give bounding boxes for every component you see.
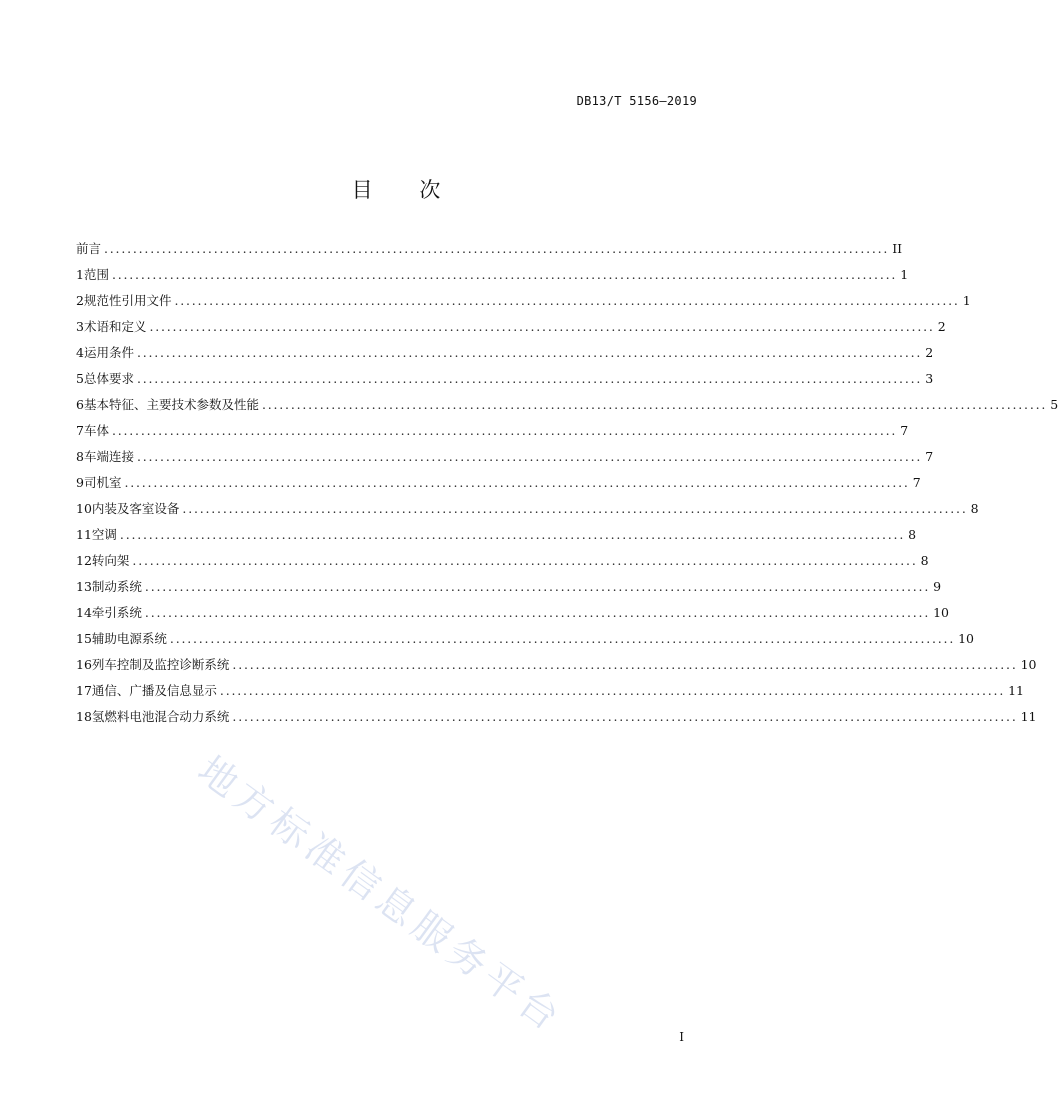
- toc-title: 目 次: [351, 178, 461, 202]
- toc-leader-dots: ........................................................................................................................................: [124, 475, 910, 490]
- toc-entry-label: 车体: [83, 423, 109, 438]
- toc-entry-number: 8: [76, 449, 84, 464]
- toc-entry-page: 5: [1050, 397, 1058, 412]
- toc-entry-16[interactable]: [76, 652, 1037, 678]
- toc-entry-page: 11: [1008, 683, 1025, 698]
- toc-entry-page: 8: [970, 501, 979, 516]
- toc-leader-dots: ........................................................................................................................................: [182, 501, 968, 516]
- toc-entry-label: 转向架: [91, 553, 130, 568]
- toc-entry-label: 基本特征、主要技术参数及性能: [83, 397, 259, 412]
- toc-entry-label: 辅助电源系统: [91, 631, 167, 646]
- toc-entry-page: 11: [1020, 709, 1037, 724]
- toc-leader-dots: ........................................................................................................................................: [119, 527, 906, 542]
- toc-entry-5[interactable]: [76, 366, 934, 392]
- toc-entry-number: 12: [76, 553, 92, 568]
- toc-entry-label: 氢燃料电池混合动力系统: [91, 709, 230, 724]
- toc-entry-page: 7: [912, 475, 921, 490]
- toc-entry-page: 7: [900, 423, 909, 438]
- table-of-contents: [76, 236, 1058, 730]
- toc-leader-dots: ........................................................................................................................................: [104, 241, 890, 256]
- toc-leader-dots: ........................................................................................................................................: [111, 267, 898, 282]
- toc-entry-label: 前言: [76, 241, 102, 256]
- toc-entry-page: 1: [900, 267, 909, 282]
- toc-entry-number: 9: [76, 475, 84, 490]
- toc-entry-page: 8: [908, 527, 917, 542]
- page-number: I: [679, 1030, 684, 1044]
- toc-entry-label: 车端连接: [83, 449, 134, 464]
- toc-entry-page: 10: [958, 631, 975, 646]
- toc-leader-dots: ........................................................................................................................................: [144, 605, 931, 620]
- toc-entry-number: 2: [76, 293, 84, 308]
- toc-entry-page: 9: [933, 579, 942, 594]
- toc-leader-dots: ........................................................................................................................................: [232, 709, 1018, 724]
- toc-entry-number: 5: [76, 371, 84, 386]
- toc-entry-2[interactable]: [76, 288, 971, 314]
- toc-entry-7[interactable]: [76, 418, 909, 444]
- toc-entry-foreword[interactable]: [76, 236, 903, 262]
- toc-entry-number: 16: [76, 657, 92, 672]
- document-id: DB13/T 5156—2019: [576, 94, 697, 108]
- toc-entry-3[interactable]: [76, 314, 946, 340]
- toc-entry-number: 6: [76, 397, 84, 412]
- toc-entry-number: 10: [76, 501, 92, 516]
- toc-entry-page: 10: [1020, 657, 1037, 672]
- toc-entry-number: 15: [76, 631, 92, 646]
- toc-leader-dots: ........................................................................................................................................: [132, 553, 918, 568]
- toc-entry-label: 术语和定义: [83, 319, 147, 334]
- toc-leader-dots: ........................................................................................................................................: [174, 293, 960, 308]
- toc-entry-13[interactable]: [76, 574, 942, 600]
- toc-entry-page: II: [892, 241, 903, 256]
- toc-entry-number: 3: [76, 319, 84, 334]
- toc-entry-label: 内装及客室设备: [91, 501, 180, 516]
- toc-entry-page: 2: [925, 345, 934, 360]
- toc-entry-page: 3: [925, 371, 934, 386]
- toc-entry-page: 2: [937, 319, 946, 334]
- toc-entry-page: 7: [925, 449, 934, 464]
- toc-leader-dots: ........................................................................................................................................: [261, 397, 1048, 412]
- toc-entry-4[interactable]: [76, 340, 934, 366]
- toc-leader-dots: ........................................................................................................................................: [136, 345, 923, 360]
- toc-entry-15[interactable]: [76, 626, 975, 652]
- toc-entry-label: 空调: [91, 527, 117, 542]
- toc-entry-label: 范围: [83, 267, 109, 282]
- watermark: 地方标准信息服务平台: [190, 747, 572, 1042]
- toc-entry-label: 运用条件: [83, 345, 134, 360]
- toc-entry-number: 13: [76, 579, 92, 594]
- toc-entry-label: 牵引系统: [91, 605, 142, 620]
- toc-entry-9[interactable]: [76, 470, 921, 496]
- toc-entry-page: 10: [933, 605, 950, 620]
- toc-entry-11[interactable]: [76, 522, 917, 548]
- toc-entry-12[interactable]: [76, 548, 929, 574]
- toc-entry-page: 1: [962, 293, 971, 308]
- toc-entry-page: 8: [920, 553, 929, 568]
- toc-leader-dots: ........................................................................................................................................: [169, 631, 956, 646]
- toc-entry-6[interactable]: [76, 392, 1058, 418]
- toc-leader-dots: ........................................................................................................................................: [111, 423, 898, 438]
- toc-entry-label: 通信、广播及信息显示: [91, 683, 217, 698]
- toc-entry-number: 14: [76, 605, 92, 620]
- toc-entry-label: 总体要求: [83, 371, 134, 386]
- toc-entry-number: 4: [76, 345, 84, 360]
- toc-entry-label: 列车控制及监控诊断系统: [91, 657, 230, 672]
- toc-entry-number: 11: [76, 527, 92, 542]
- toc-entry-18[interactable]: [76, 704, 1037, 730]
- toc-entry-label: 制动系统: [91, 579, 142, 594]
- toc-leader-dots: ........................................................................................................................................: [136, 371, 923, 386]
- toc-entry-10[interactable]: [76, 496, 979, 522]
- toc-entry-number: 7: [76, 423, 84, 438]
- toc-entry-label: 规范性引用文件: [83, 293, 172, 308]
- toc-leader-dots: ........................................................................................................................................: [136, 449, 923, 464]
- toc-entry-8[interactable]: [76, 444, 934, 470]
- toc-entry-number: 1: [76, 267, 84, 282]
- toc-entry-1[interactable]: [76, 262, 909, 288]
- toc-leader-dots: ........................................................................................................................................: [149, 319, 935, 334]
- toc-entry-number: 18: [76, 709, 92, 724]
- toc-leader-dots: ........................................................................................................................................: [144, 579, 931, 594]
- toc-leader-dots: ........................................................................................................................................: [219, 683, 1006, 698]
- toc-entry-17[interactable]: [76, 678, 1025, 704]
- toc-entry-number: 17: [76, 683, 92, 698]
- toc-leader-dots: ........................................................................................................................................: [232, 657, 1018, 672]
- toc-entry-label: 司机室: [83, 475, 122, 490]
- toc-entry-14[interactable]: [76, 600, 950, 626]
